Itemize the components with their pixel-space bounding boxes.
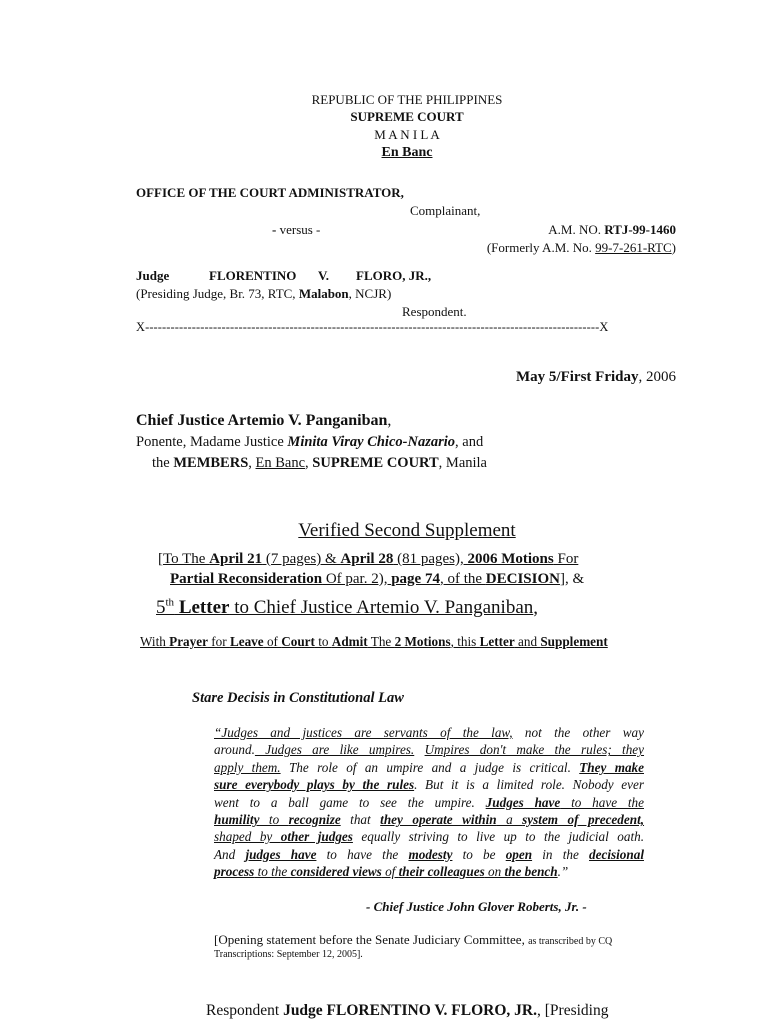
court-heading: SUPREME COURT [350,109,464,124]
quote-line: shaped by other judges equally striving to live up to the judicial oath. [214,829,644,845]
quote-attribution: - Chief Justice John Glover Roberts, Jr. - [366,899,587,914]
roberts-quote [214,724,644,881]
title-sub-line-1: [To The April 21 (7 pages) & April 28 (81 pages), 2006 Motions For [158,551,579,567]
quote-line: process to the considered views of their colleagues on the bench.” [214,864,569,880]
addressee-chief-justice: Chief Justice Artemio V. Panganiban, [136,412,392,429]
caption-separator: X-----------------------------------------------------------------------------------------------------------X [136,320,609,334]
document-title: Verified Second Supplement [298,520,516,541]
division-heading: En Banc [381,145,433,160]
city-heading: M A N I L A [374,127,440,142]
title-sub-line-2: Partial Reconsideration Of par. 2), page 74, of the DECISION], & [170,571,585,587]
am-number: A.M. NO. RTJ-99-1460 [548,222,676,237]
republic-heading: REPUBLIC OF THE PHILIPPINES [311,92,503,107]
complainant-name: OFFICE OF THE COURT ADMINISTRATOR, [136,185,404,200]
formerly-am-number: (Formerly A.M. No. 99-7-261-RTC) [486,240,676,255]
respondent-label: Respondent. [402,304,467,319]
quote-line: And judges have to have the modesty to be open in the decisional [214,846,644,862]
citation-line-2: Transcriptions: September 12, 2005]. [214,949,363,960]
quote-line: sure everybody plays by the rules. But it is a limited role. Nobody ever [214,777,644,793]
quote-line: “Judges and justices are servants of the law, not the other way [214,725,644,740]
quote-line: apply them. The role of an umpire and a judge is critical. They make [214,759,644,775]
respondent-paragraph-start: Respondent Judge FLORENTINO V. FLORO, JR., [Presiding [206,1002,609,1019]
respondent-last-name: FLORO, JR., [356,268,432,283]
prayer-line: With Prayer for Leave of Court to Admit The 2 Motions, this Letter and Supplement [140,634,608,649]
respondent-first-name: FLORENTINO [209,268,297,283]
addressee-members: the MEMBERS, En Banc, SUPREME COURT, Manila [152,455,487,471]
quote-line: humility to recognize that they operate within a system of precedent, [214,812,645,828]
fifth-letter-title: 5th Letter to Chief Justice Artemio V. Panganiban, [156,597,538,619]
section-heading: Stare Decisis in Constitutional Law [192,690,404,706]
quote-line: went to a ball game to see the umpire. Judges have to have the [214,794,644,810]
respondent-judge-word: Judge [136,268,170,283]
quote-line: around. Judges are like umpires. Umpires don't make the rules; they [214,742,645,758]
presiding-judge-line: (Presiding Judge, Br. 73, RTC, Malabon, NCJR) [136,286,392,301]
addressee-ponente: Ponente, Madame Justice Minita Viray Chico-Nazario, and [136,434,484,450]
versus-label: - versus - [272,222,321,237]
complainant-label: Complainant, [410,203,481,218]
respondent-middle-initial: V. [318,268,329,283]
document-date: May 5/First Friday, 2006 [516,369,676,385]
citation-line-1: [Opening statement before the Senate Judiciary Committee, as transcribed by CQ [214,932,613,947]
